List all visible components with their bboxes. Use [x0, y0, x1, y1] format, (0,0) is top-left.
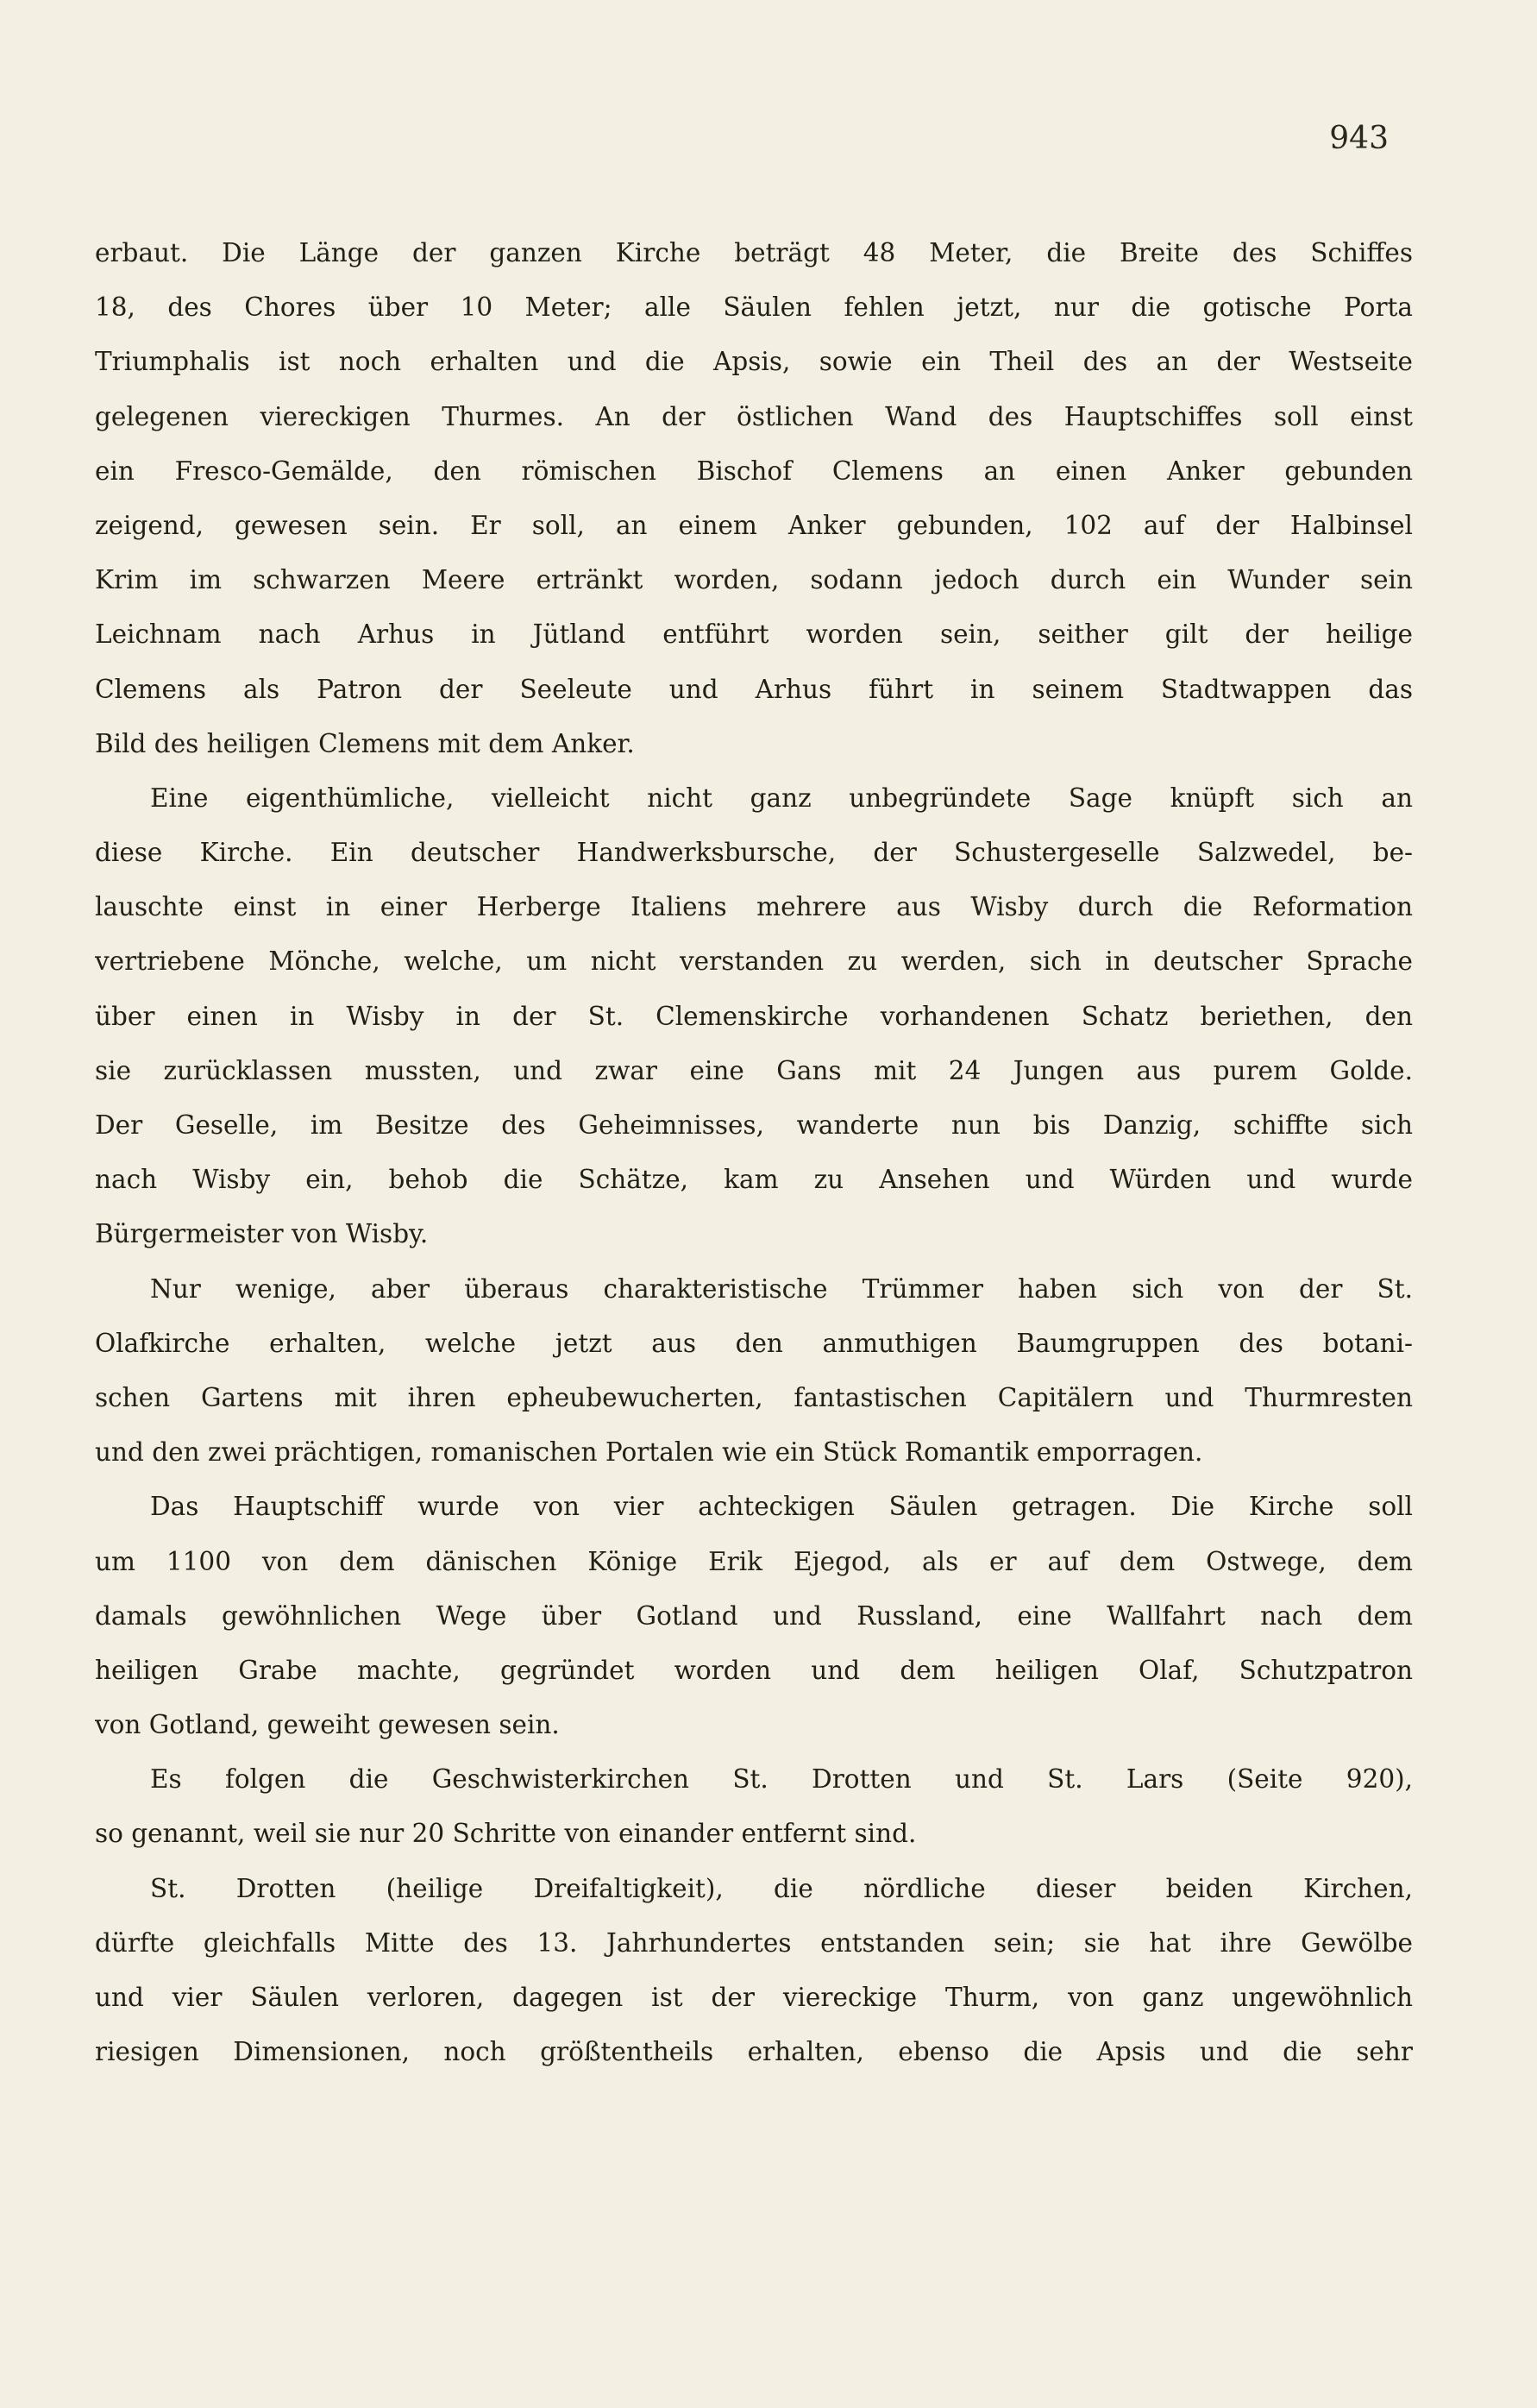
text-line: Triumphalis ist noch erhalten und die Apsis, sowie ein Theil des an der Westseite	[95, 347, 1413, 377]
text-line: Das Hauptschiff wurde von vier achteckigen Säulen getragen. Die Kirche soll	[150, 1492, 1413, 1522]
text-line: sie zurücklassen mussten, und zwar eine Gans mit 24 Jungen aus purem Golde.	[95, 1055, 1413, 1085]
text-line: riesigen Dimensionen, noch größtentheils erhalten, ebenso die Apsis und die sehr	[95, 2037, 1413, 2067]
text-line: um 1100 von dem dänischen Könige Erik Ejegod, als er auf dem Ostwege, dem	[95, 1546, 1413, 1576]
text-line: und den zwei prächtigen, romanischen Portalen wie ein Stück Romantik emporragen.	[95, 1437, 1203, 1468]
text-line: damals gewöhnlichen Wege über Gotland und Russland, eine Wallfahrt nach dem	[95, 1600, 1413, 1631]
text-line: Clemens als Patron der Seeleute und Arhus führt in seinem Stadtwappen das	[95, 674, 1413, 704]
text-line: zeigend, gewesen sein. Er soll, an einem Anker gebunden, 102 auf der Halbinsel	[95, 510, 1413, 540]
page-number: 943	[1329, 121, 1389, 156]
text-line: St. Drotten (heilige Dreifaltigkeit), die nördliche dieser beiden Kirchen,	[150, 1873, 1413, 1903]
text-line: Olafkirche erhalten, welche jetzt aus den anmuthigen Baumgruppen des botani-	[95, 1328, 1413, 1358]
text-line: schen Gartens mit ihren epheubewucherten, fantastischen Capitälern und Thurmresten	[95, 1382, 1413, 1412]
text-line: so genannt, weil sie nur 20 Schritte von einander entfernt sind.	[95, 1819, 917, 1849]
text-line: nach Wisby ein, behob die Schätze, kam zu Ansehen und Würden und wurde	[95, 1165, 1413, 1195]
text-line: Bürgermeister von Wisby.	[95, 1219, 429, 1249]
text-line: 18, des Chores über 10 Meter; alle Säulen fehlen jetzt, nur die gotische Porta	[95, 292, 1413, 323]
text-line: Krim im schwarzen Meere ertränkt worden, sodann jedoch durch ein Wunder sein	[95, 565, 1413, 595]
text-line: und vier Säulen verloren, dagegen ist der viereckige Thurm, von ganz ungewöhnlich	[95, 1983, 1413, 2012]
text-line: von Gotland, geweiht gewesen sein.	[95, 1710, 560, 1740]
text-line: vertriebene Mönche, welche, um nicht verstanden zu werden, sich in deutscher Sprache	[95, 946, 1413, 977]
text-line: Nur wenige, aber überaus charakteristische Trümmer haben sich von der St.	[150, 1273, 1413, 1304]
text-line: Eine eigenthümliche, vielleicht nicht ganz unbegründete Sage knüpft sich an	[150, 783, 1413, 813]
text-line: erbaut. Die Länge der ganzen Kirche beträgt 48 Meter, die Breite des Schiffes	[95, 238, 1413, 267]
text-line: Bild des heiligen Clemens mit dem Anker.	[95, 728, 635, 758]
text-line: Leichnam nach Arhus in Jütland entführt worden sein, seither gilt der heilige	[95, 619, 1413, 650]
text-line: heiligen Grabe machte, gegründet worden und dem heiligen Olaf, Schutzpatron	[95, 1655, 1413, 1685]
text-line: gelegenen viereckigen Thurmes. An der östlichen Wand des Hauptschiffes soll einst	[95, 401, 1413, 431]
body-text	[95, 226, 1413, 2079]
text-line: diese Kirche. Ein deutscher Handwerksbursche, der Schustergeselle Salzwedel, be-	[95, 838, 1413, 868]
text-line: dürfte gleichfalls Mitte des 13. Jahrhundertes entstanden sein; sie hat ihre Gewölbe	[95, 1927, 1413, 1958]
text-line: lauschte einst in einer Herberge Italiens mehrere aus Wisby durch die Reformation	[95, 892, 1413, 922]
text-line: ein Fresco-Gemälde, den römischen Bischof Clemens an einen Anker gebunden	[95, 456, 1413, 486]
text-line: Es folgen die Geschwisterkirchen St. Drotten und St. Lars (Seite 920),	[150, 1764, 1413, 1795]
text-line: Der Geselle, im Besitze des Geheimnisses, wanderte nun bis Danzig, schiffte sich	[95, 1110, 1413, 1140]
text-line: über einen in Wisby in der St. Clemenskirche vorhandenen Schatz beriethen, den	[95, 1001, 1413, 1031]
